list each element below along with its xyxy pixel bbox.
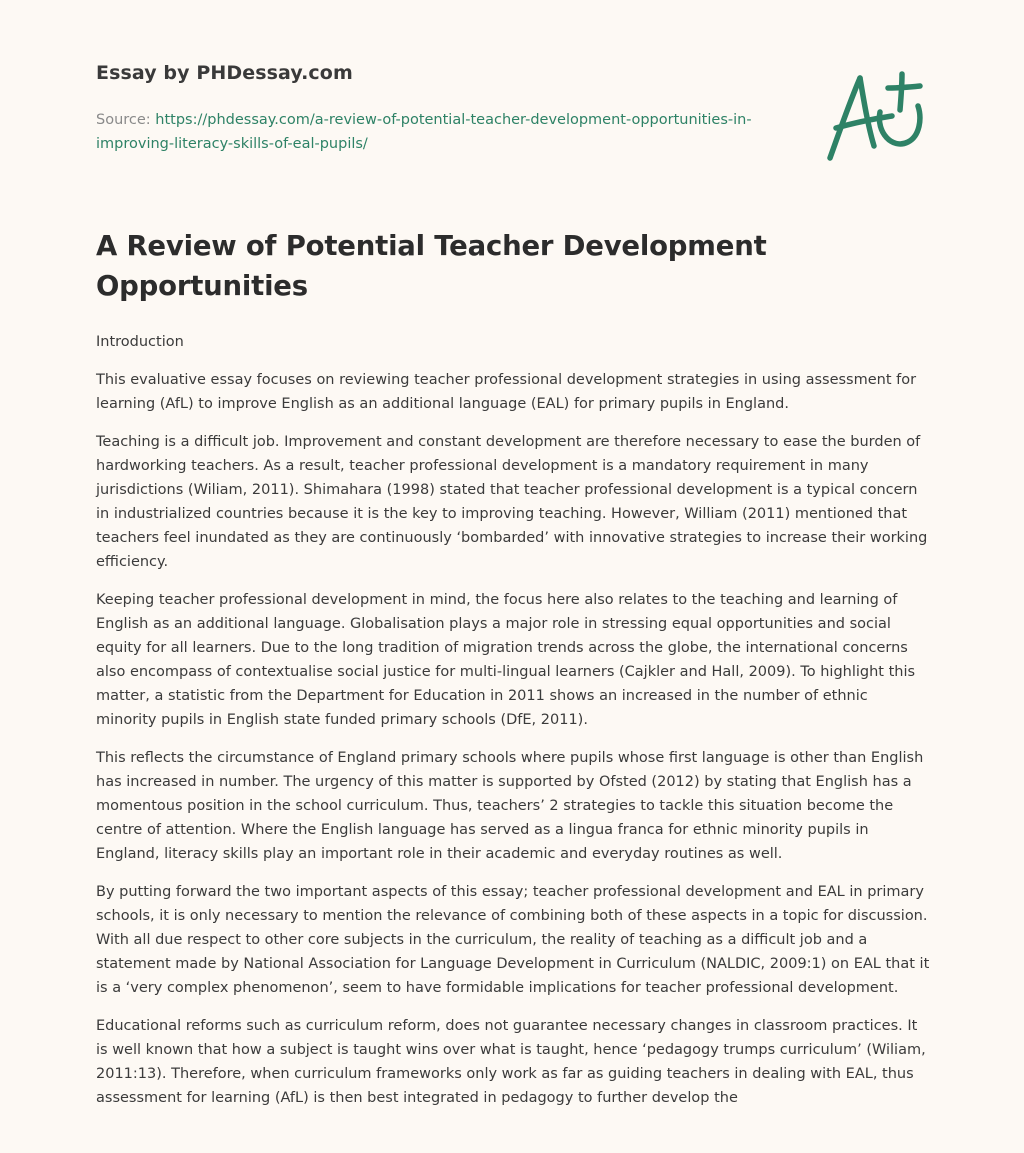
section-heading-introduction: Introduction: [96, 334, 184, 350]
page-header: [96, 62, 796, 156]
source-line: [96, 108, 766, 156]
paragraph: By putting forward the two important aspects of this essay; teacher professional development and EAL in primary schools, it is only necessary to mention the relevance of combining both of these aspects in a topic for discussion. With all due respect to other core subjects in the curriculum, the reality of teaching as a difficult job and a statement made by National Association for Language Development in Curriculum (NALDIC, 2009:1) on EAL that it is a ‘very complex phenomenon’, seem to have formidable implications for teacher professional development.: [96, 884, 930, 996]
paragraph: Educational reforms such as curriculum reform, does not guarantee necessary changes in classroom practices. It is well known that how a subject is taught wins over what is taught, hence ‘pedagogy trumps curriculum’ (Wiliam, 2011:13). Therefore, when curriculum frameworks only work as far as guiding teachers in dealing with EAL, thus assessment for learning (AfL) is then best integrated in pedagogy to further develop the: [96, 1018, 926, 1106]
source-link[interactable]: https://phdessay.com/a-review-of-potential-teacher-development-opportunities-in-improving-literacy-skills-of-eal-pupils/: [96, 112, 752, 152]
a-plus-logo-icon: [822, 66, 926, 166]
paragraph: Teaching is a difficult job. Improvement and constant development are therefore necessary to ease the burden of hardworking teachers. As a result, teacher professional development is a mandatory requirement in many jurisdictions (Wiliam, 2011). Shimahara (1998) stated that teacher professional development is a typical concern in industrialized countries because it is the key to improving teaching. However, William (2011) mentioned that teachers feel inundated as they are continuously ‘bombarded’ with innovative strategies to increase their working efficiency.: [96, 434, 928, 570]
article: [96, 226, 930, 1124]
paragraph: This reflects the circumstance of England primary schools where pupils whose first language is other than English has increased in number. The urgency of this matter is supported by Ofsted (2012) by stating that English has a momentous position in the school curriculum. Thus, teachers’ 2 strategies to tackle this situation become the centre of attention. Where the English language has served as a lingua franca for ethnic minority pupils in England, literacy skills play an important role in their academic and everyday routines as well.: [96, 750, 924, 862]
site-title: Essay by PHDessay.com: [96, 62, 353, 84]
paragraph: This evaluative essay focuses on reviewing teacher professional development strategies in using assessment for learning (AfL) to improve English as an additional language (EAL) for primary pupils in England.: [96, 372, 917, 412]
paragraph: Keeping teacher professional development in mind, the focus here also relates to the teaching and learning of English as an additional language. Globalisation plays a major role in stressing equal opportunities and social equity for all learners. Due to the long tradition of migration trends across the globe, the international concerns also encompass of contextualise social justice for multi-lingual learners (Cajkler and Hall, 2009). To highlight this matter, a statistic from the Department for Education in 2011 shows an increased in the number of ethnic minority pupils in English state funded primary schools (DfE, 2011).: [96, 592, 916, 728]
source-label: Source:: [96, 112, 156, 128]
article-title: A Review of Potential Teacher Development Opportunities: [96, 230, 767, 302]
a-plus-logo: [822, 66, 926, 166]
